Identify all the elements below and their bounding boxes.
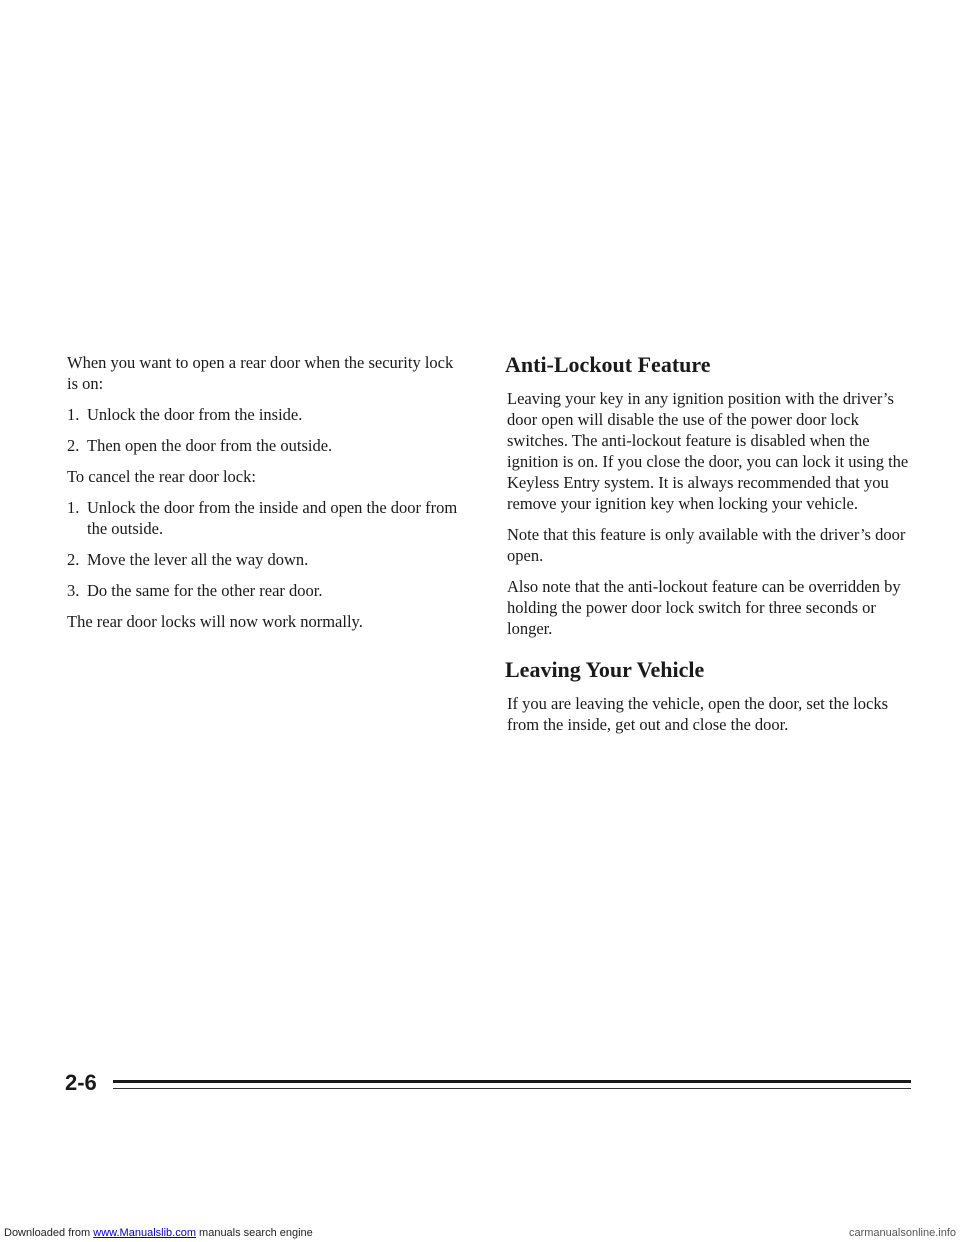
anti-lockout-paragraph-3: Also note that the anti-lockout feature can be overridden by holding the power door lock switch for three seconds or longer. — [507, 577, 901, 638]
list-item — [67, 497, 462, 539]
left-column — [67, 352, 462, 642]
anti-lockout-paragraph-1: Leaving your key in any ignition position with the driver’s door open will disable the use of the power door lock switches. The anti-lockout feature is disabled when the ignition is on. If you close the door, you can lock it using the Keyless Entry system. It is always recommended that you remove your ignition key when locking your vehicle. — [507, 389, 909, 513]
footer-rule-thin — [113, 1088, 911, 1089]
footer-suffix: manuals search engine — [195, 1227, 313, 1239]
anti-lockout-heading: Anti-Lockout Feature — [505, 352, 711, 377]
footer-prefix: Downloaded from — [4, 1227, 94, 1239]
download-footer — [0, 1224, 960, 1242]
list-text: Move the lever all the way down. — [87, 550, 309, 569]
leaving-vehicle-heading: Leaving Your Vehicle — [505, 657, 705, 682]
list-number: 2. — [67, 436, 80, 455]
list-number: 2. — [67, 550, 80, 569]
list-number: 3. — [67, 581, 80, 600]
footer-left — [4, 1224, 313, 1242]
footer-rule-thick — [113, 1080, 911, 1083]
footer-watermark: carmanualsonline.info — [848, 1227, 956, 1239]
list-item — [67, 580, 462, 601]
closing-text: The rear door locks will now work normally. — [67, 612, 363, 631]
manualslib-link[interactable]: www.Manualslib.com — [93, 1227, 196, 1239]
list-item — [67, 435, 462, 456]
list-text: Unlock the door from the inside and open the door from the outside. — [87, 498, 458, 538]
anti-lockout-paragraph-2: Note that this feature is only available with the driver’s door open. — [507, 525, 906, 565]
list-number: 1. — [67, 405, 80, 424]
list-number: 1. — [67, 498, 80, 517]
leaving-vehicle-paragraph: If you are leaving the vehicle, open the door, set the locks from the inside, get out and close the door. — [507, 694, 888, 734]
list-text: Do the same for the other rear door. — [87, 581, 323, 600]
list-item — [67, 404, 462, 425]
right-column — [507, 352, 912, 745]
list-text: Then open the door from the outside. — [87, 436, 333, 455]
list-item — [67, 549, 462, 570]
list-text: Unlock the door from the inside. — [87, 405, 303, 424]
security-lock-intro: When you want to open a rear door when the security lock is on: — [67, 353, 454, 393]
page-number: 2-6 — [65, 1070, 97, 1095]
cancel-lock-intro: To cancel the rear door lock: — [67, 467, 256, 486]
